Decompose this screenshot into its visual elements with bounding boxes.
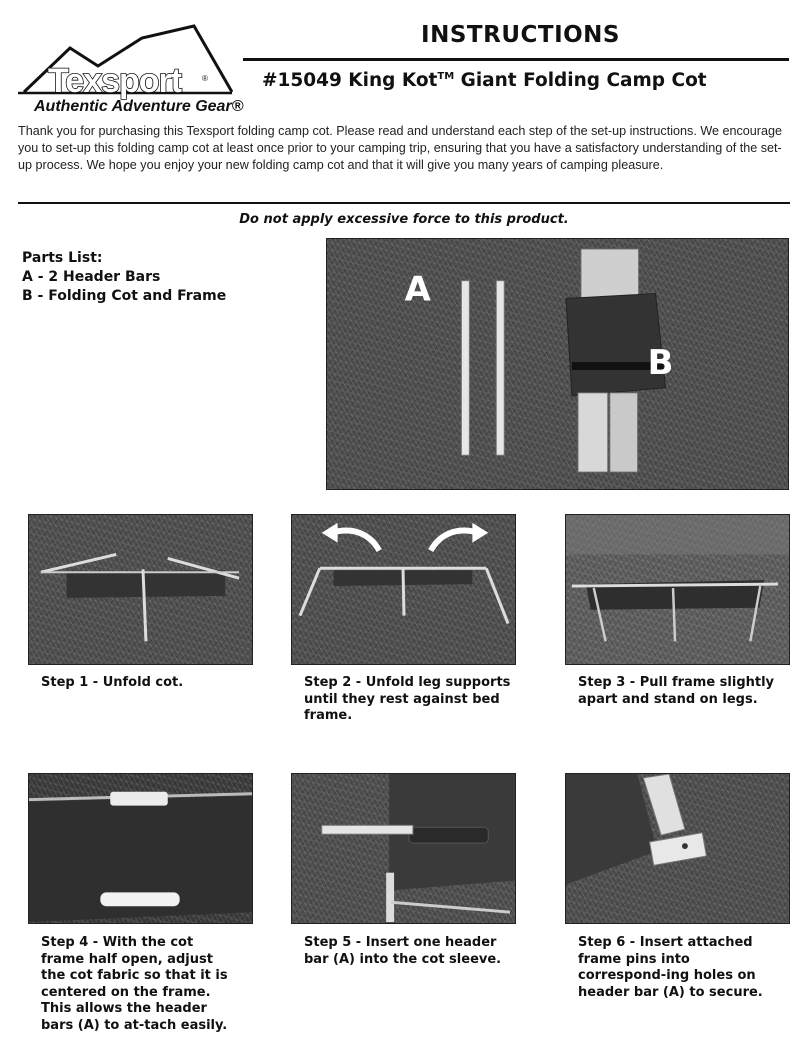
frame-leg [300, 568, 320, 615]
brand-reg-mark: ® [202, 74, 208, 83]
step-5-photo [291, 773, 516, 924]
header-bar-a1 [461, 281, 469, 456]
step-3-photo [565, 514, 790, 665]
header-bar-a2 [496, 281, 504, 456]
arrow-left-head-icon [322, 523, 338, 543]
background-field [566, 515, 789, 554]
header-bar [322, 825, 413, 834]
arrow-right-icon [431, 531, 479, 551]
step-6-photo [565, 773, 790, 924]
frame-pin-hole-icon [682, 843, 688, 849]
intro-paragraph: Thank you for purchasing this Texsport folding camp cot. Please read and understand each step of the set-up instructions. We encourage you to set-up this folding camp cot at least once prior to your camping trip, ensuring that you have a satisfactory understanding of the set-up process. We hope you enjoy your new folding camp cot and that it will give you many years of camping pleasure. [18, 124, 783, 172]
section-divider [18, 202, 790, 204]
cot-fabric [67, 570, 226, 598]
cot-sleeve [409, 827, 488, 843]
frame-rail [41, 554, 116, 572]
step-5-caption: Step 5 - Insert one header bar (A) into the cot sleeve. [304, 935, 502, 967]
label-b: B [647, 342, 674, 382]
frame-rail [572, 584, 778, 586]
folded-leg-left [578, 393, 608, 472]
warning-text: Do not apply excessive force to this product. [239, 212, 569, 227]
brand-name: Texsport [48, 62, 182, 100]
brand-tagline: Authentic Adventure Gear® [34, 98, 244, 115]
frame-leg [486, 568, 508, 623]
texsport-logo [18, 22, 244, 115]
arrow-left-icon [332, 531, 380, 551]
parts-list-item: A - 2 Header Bars [22, 269, 161, 285]
product-title-suffix: Giant Folding Camp Cot [454, 70, 707, 91]
label-a: A [404, 269, 431, 309]
cot-fabric [566, 774, 657, 885]
frame-joint [100, 892, 179, 906]
step-2-caption: Step 2 - Unfold leg supports until they rest against bed frame. [304, 675, 511, 723]
step-3-caption: Step 3 - Pull frame slightly apart and stand on legs. [578, 675, 775, 707]
arrow-right-head-icon [472, 523, 488, 543]
step-2-photo [291, 514, 516, 665]
product-title-prefix: #15049 King Kot [262, 70, 438, 91]
folded-leg-right [610, 393, 638, 472]
product-title [262, 70, 707, 91]
header-bar [650, 833, 707, 866]
frame-leg [386, 873, 394, 922]
trademark-mark: TM [437, 71, 455, 82]
frame-rail [391, 902, 510, 912]
step-1-photo [28, 514, 253, 665]
step-1-caption: Step 1 - Unfold cot. [41, 675, 184, 690]
step-4-photo [28, 773, 253, 924]
step-6-caption: Step 6 - Insert attached frame pins into correspond-ing holes on header bar (A) to secure. [578, 935, 763, 1000]
parts-list [22, 249, 226, 306]
frame-leg [403, 568, 404, 615]
parts-list-heading: Parts List: [22, 250, 103, 266]
parts-photo [326, 238, 789, 490]
title-divider [243, 58, 789, 61]
page-title: INSTRUCTIONS [421, 22, 620, 48]
parts-list-item: B - Folding Cot and Frame [22, 288, 227, 304]
step-4-caption: Step 4 - With the cot frame half open, adjust the cot fabric so that it is centered on the frame. This allows the header bars (A) to at-tach easily. [41, 935, 228, 1033]
center-bracket [110, 792, 167, 806]
